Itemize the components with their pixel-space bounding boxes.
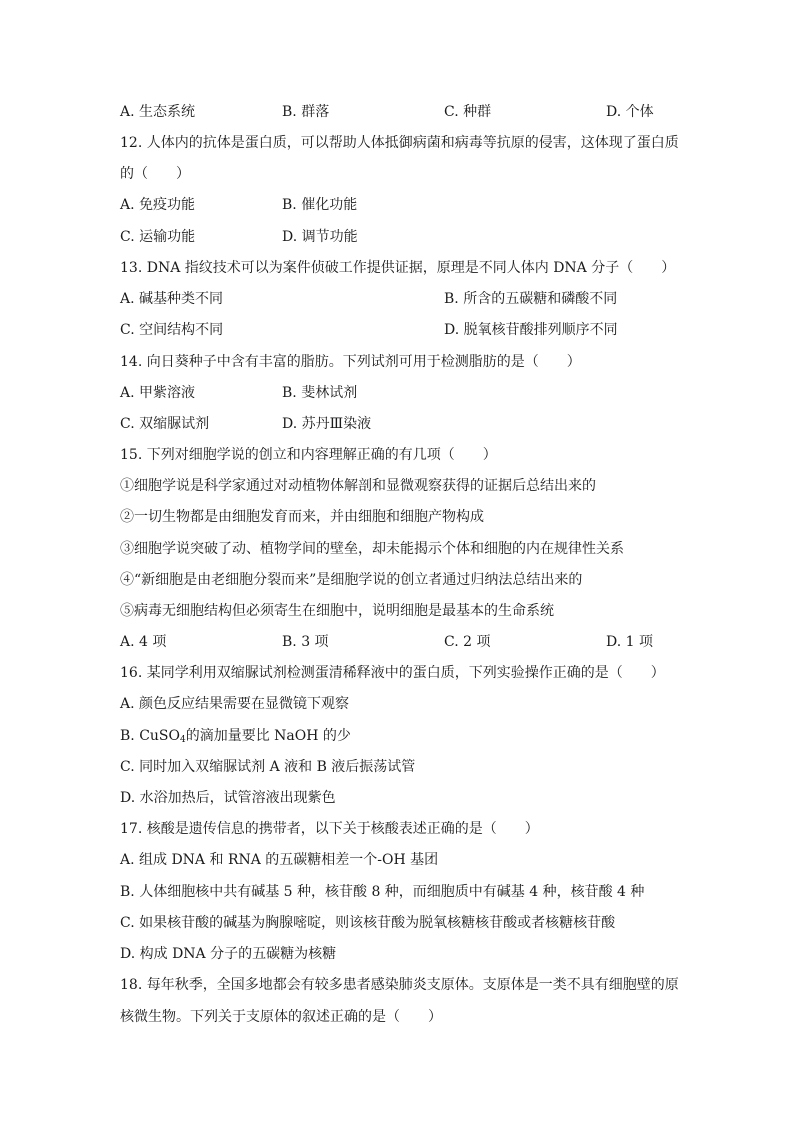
q16-option-b [120,726,351,746]
q15-option-b: B. 3 项 [282,634,329,650]
q14-option-b: B. 斐林试剂 [282,385,358,401]
q15-item-4: ④“新细胞是由老细胞分裂而来”是细胞学说的创立者通过归纳法总结出来的 [120,572,583,588]
q12-stem-line2: 的（ ） [120,166,190,182]
q12-option-c: C. 运输功能 [120,229,196,245]
q15-option-a: A. 4 项 [120,634,167,650]
q11-option-b: B. 群落 [282,104,330,120]
q12-option-a: A. 免疫功能 [120,197,196,213]
q15-option-d: D. 1 项 [606,634,653,650]
q15-item-1: ①细胞学说是科学家通过对动植物体解剖和显微观察获得的证据后总结出来的 [120,478,596,494]
q14-option-c: C. 双缩脲试剂 [120,416,210,432]
q14-option-a: A. 甲紫溶液 [120,385,196,401]
q18-stem-line2: 核微生物。下列关于支原体的叙述正确的是（ ） [120,1009,442,1025]
q15-item-2: ②一切生物都是由细胞发育而来，并由细胞和细胞产物构成 [120,509,484,525]
q17-option-c: C. 如果核苷酸的碱基为胸腺嘧啶，则该核苷酸为脱氧核糖核苷酸或者核糖核苷酸 [120,915,616,931]
q17-option-a: A. 组成 DNA 和 RNA 的五碳糖相差一个-OH 基团 [120,852,439,868]
q16-option-c: C. 同时加入双缩脲试剂 A 液和 B 液后振荡试管 [120,759,416,775]
q13-stem: 13. DNA 指纹技术可以为案件侦破工作提供证据，原理是不同人体内 DNA 分子（ ） [120,260,676,276]
q15-stem: 15. 下列对细胞学说的创立和内容理解正确的有几项（ ） [120,447,497,463]
q17-stem: 17. 核酸是遗传信息的携带者，以下关于核酸表述正确的是（ ） [120,821,539,837]
q13-option-a: A. 碱基种类不同 [120,291,224,307]
q16-stem: 16. 某同学利用双缩脲试剂检测蛋清稀释液中的蛋白质，下列实验操作正确的是（ ） [120,665,665,681]
q12-stem-line1: 12. 人体内的抗体是蛋白质，可以帮助人体抵御病菌和病毒等抗原的侵害，这体现了蛋白质 [120,135,679,151]
q13-option-d: D. 脱氧核苷酸排列顺序不同 [444,322,618,338]
q14-option-d: D. 苏丹Ⅲ染液 [282,416,372,432]
q15-item-3: ③细胞学说突破了动、植物学间的壁垒，却未能揭示个体和细胞的内在规律性关系 [120,541,624,557]
q11-option-d: D. 个体 [606,104,654,120]
q15-item-5: ⑤病毒无细胞结构但必须寄生在细胞中，说明细胞是最基本的生命系统 [120,603,554,619]
q14-stem: 14. 向日葵种子中含有丰富的脂肪。下列试剂可用于检测脂肪的是（ ） [120,354,581,370]
q16-option-a: A. 颜色反应结果需要在显微镜下观察 [120,696,350,712]
q11-option-a: A. 生态系统 [120,104,196,120]
q11-option-c: C. 种群 [444,104,492,120]
q13-option-b: B. 所含的五碳糖和磷酸不同 [444,291,618,307]
q16-option-b-subscript: 4 [180,735,186,745]
q16-option-d: D. 水浴加热后，试管溶液出现紫色 [120,790,336,806]
q13-option-c: C. 空间结构不同 [120,322,224,338]
q15-option-c: C. 2 项 [444,634,491,650]
q17-option-b: B. 人体细胞核中共有碱基 5 种，核苷酸 8 种，而细胞质中有碱基 4 种，核苷酸 4 种 [120,884,645,900]
q16-option-b-suffix: 的滴加量要比 NaOH 的少 [185,728,351,744]
q12-option-b: B. 催化功能 [282,197,358,213]
q16-option-b-prefix: B. CuSO [120,728,180,744]
q12-option-d: D. 调节功能 [282,229,358,245]
q17-option-d: D. 构成 DNA 分子的五碳糖为核糖 [120,946,337,962]
q18-stem-line1: 18. 每年秋季，全国多地都会有较多患者感染肺炎支原体。支原体是一类不具有细胞壁的原 [120,977,679,993]
